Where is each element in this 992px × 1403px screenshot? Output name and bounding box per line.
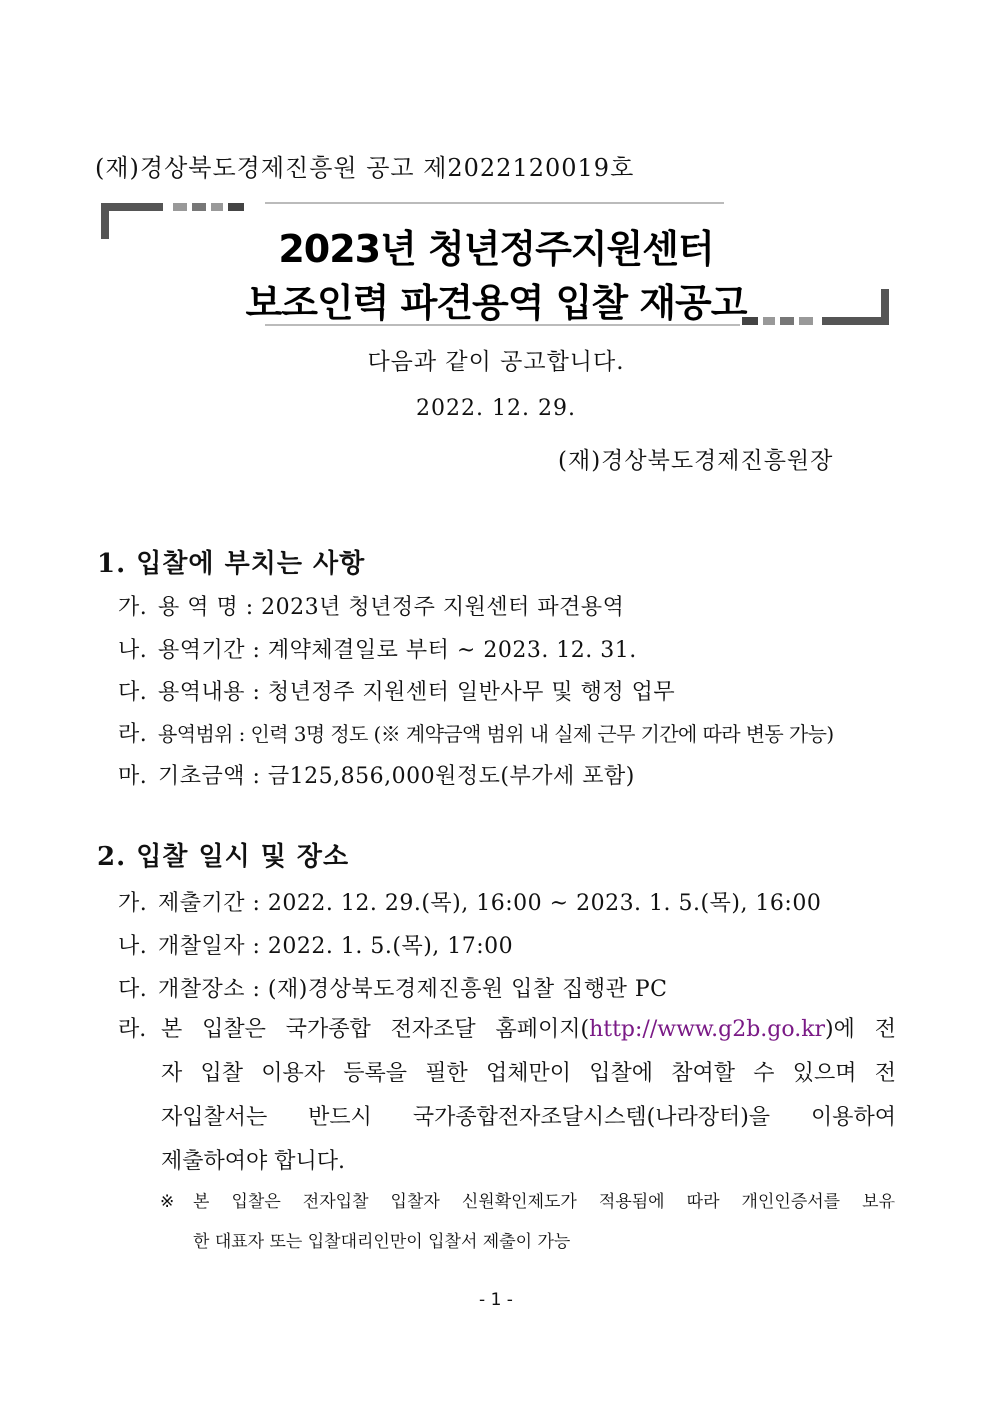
item-ra-line-2: 자 입찰 이용자 등록을 필한 업체만이 입찰에 참여할 수 있으며 전 [161, 1061, 896, 1086]
note-line-1: 본 입찰은 전자입찰 입찰자 신원확인제도가 적용됨에 따라 개인인증서를 보유 [193, 1192, 895, 1212]
item-text: 기초금액 : 금125,856,000원정도(부가세 포함) [158, 764, 635, 789]
item-ra-line-4: 제출하여야 합니다. [161, 1149, 346, 1174]
section-1-item [118, 590, 624, 621]
title-line-1: 2023년 청년정주지원센터 [278, 227, 714, 271]
item-text: 용역범위 : 인력 3명 정도 (※ 계약금액 범위 내 실제 근무 기간에 따라 변동 가능) [158, 722, 834, 746]
section-1-item [118, 675, 675, 706]
item-label: 다. [118, 977, 148, 1002]
item-label: 나. [118, 934, 148, 959]
item-label: 가. [118, 891, 148, 916]
item-label: 라. [118, 1017, 147, 1042]
item-label: 나. [118, 638, 148, 663]
title-line-2: 보조인력 파견용역 입찰 재공고 [245, 281, 747, 325]
item-ra-line-1-pre: 본 입찰은 국가종합 전자조달 홈페이지( [161, 1017, 590, 1042]
g2b-link[interactable]: http://www.g2b.go.kr [589, 1017, 826, 1042]
notice-number: (재)경상북도경제진흥원 공고 제2022120019호 [95, 154, 635, 182]
section-2-item [118, 886, 821, 917]
item-text: 용역기간 : 계약체결일로 부터 ~ 2023. 12. 31. [158, 638, 637, 663]
item-ra-line-1 [161, 1008, 896, 1052]
item-text: 용 역 명 : 2023년 청년정주 지원센터 파견용역 [158, 595, 625, 620]
section-2-item [118, 929, 513, 960]
section-1-item [118, 717, 834, 748]
item-label: 다. [118, 680, 148, 705]
section-2-item-ra [118, 1008, 896, 1188]
item-ra-line-1-post: )에 전 [825, 1017, 896, 1042]
section-1-item [118, 633, 637, 664]
item-text: 용역내용 : 청년정주 지원센터 일반사무 및 행정 업무 [158, 680, 676, 705]
item-text: 개찰장소 : (재)경상북도경제진흥원 입찰 집행관 PC [158, 977, 668, 1002]
item-ra-line-3: 자입찰서는 반드시 국가종합전자조달시스템(나라장터)을 이용하여 [161, 1105, 896, 1130]
item-label: 마. [118, 764, 148, 789]
item-label: 가. [118, 595, 148, 620]
item-text: 개찰일자 : 2022. 1. 5.(목), 17:00 [158, 934, 514, 959]
section-2-heading: 2. 입찰 일시 및 장소 [97, 842, 350, 872]
item-label: 라. [118, 722, 148, 747]
page-number: - 1 - [479, 1290, 513, 1310]
announcement-date: 2022. 12. 29. [416, 396, 576, 421]
intro-text: 다음과 같이 공고합니다. [367, 349, 625, 375]
item-text: 제출기간 : 2022. 12. 29.(목), 16:00 ~ 2023. 1. 5.(목), 16:00 [158, 891, 822, 916]
note-symbol: ※ [160, 1192, 175, 1212]
section-1-heading: 1. 입찰에 부치는 사항 [97, 549, 366, 579]
issuer-name: (재)경상북도경제진흥원장 [558, 448, 834, 474]
section-1-item [118, 759, 635, 790]
note-line-2: 한 대표자 또는 입찰대리인만이 입찰서 제출이 가능 [193, 1232, 571, 1252]
section-2-item [118, 972, 667, 1003]
note-block [160, 1182, 895, 1262]
